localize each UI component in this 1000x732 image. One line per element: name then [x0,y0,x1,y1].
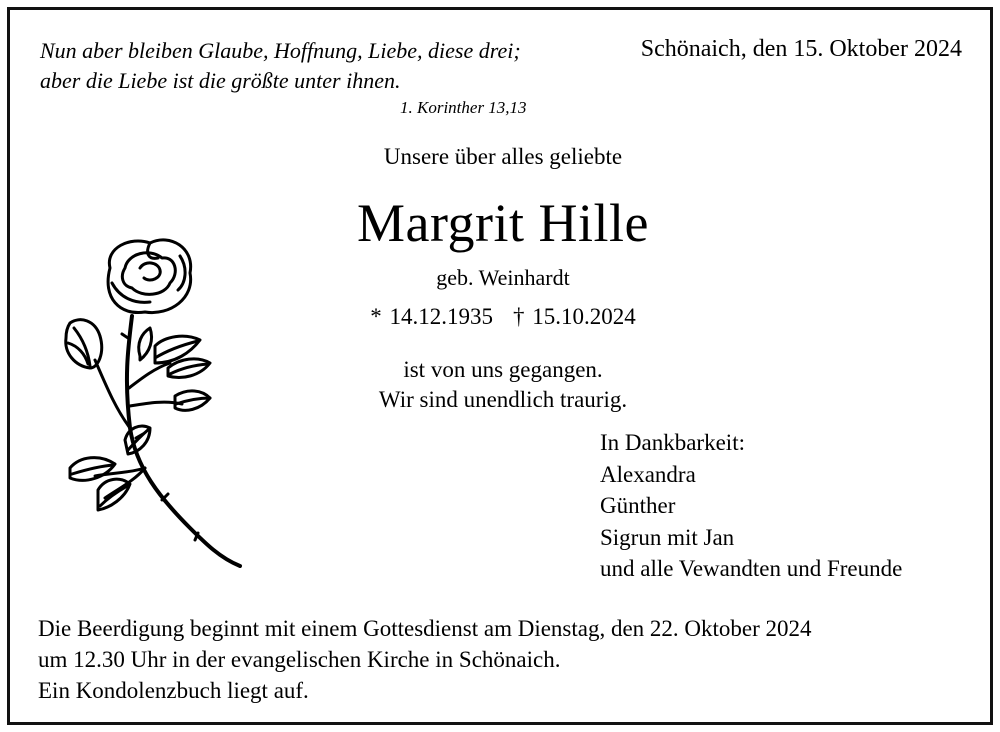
funeral-line-3: Ein Kondolenzbuch liegt auf. [38,678,309,703]
mourner-name: und alle Vewandten und Freunde [600,556,903,581]
funeral-line-1: Die Beerdigung beginnt mit einem Gottesdienst am Dienstag, den 22. Oktober 2024 [38,616,812,641]
bible-verse [40,36,521,96]
funeral-info [38,613,812,706]
passed-line-1: ist von uns gegangen. [403,357,603,382]
verse-reference: 1. Korinther 13,13 [400,98,527,117]
mourner-name: Sigrun mit Jan [600,524,735,550]
mourners-block [600,427,902,585]
place-date: Schönaich, den 15. Oktober 2024 [640,36,962,62]
maiden-name: geb. Weinhardt [436,265,570,290]
passed-line-2: Wir sind unendlich traurig. [378,387,628,412]
obituary-notice [7,7,993,725]
mourner-name: Günther [600,493,676,518]
verse-line-2: aber die Liebe ist die größte unter ihnen. [40,68,401,93]
rose-icon [50,228,250,568]
birth-date: * 14.12.1935 [370,304,493,329]
verse-line-1: Nun aber bleiben Glaube, Hoffnung, Liebe, diese drei; [40,38,521,63]
death-date: † 15.10.2024 [513,304,636,329]
funeral-line-2: um 12.30 Uhr in der evangelischen Kirche in Schönaich. [38,647,561,672]
deceased-name: Margrit Hille [357,193,649,253]
intro-text: Unsere über alles geliebte [383,144,623,169]
mourners-heading: In Dankbarkeit: [600,430,745,455]
mourner-name: Alexandra [600,461,696,487]
